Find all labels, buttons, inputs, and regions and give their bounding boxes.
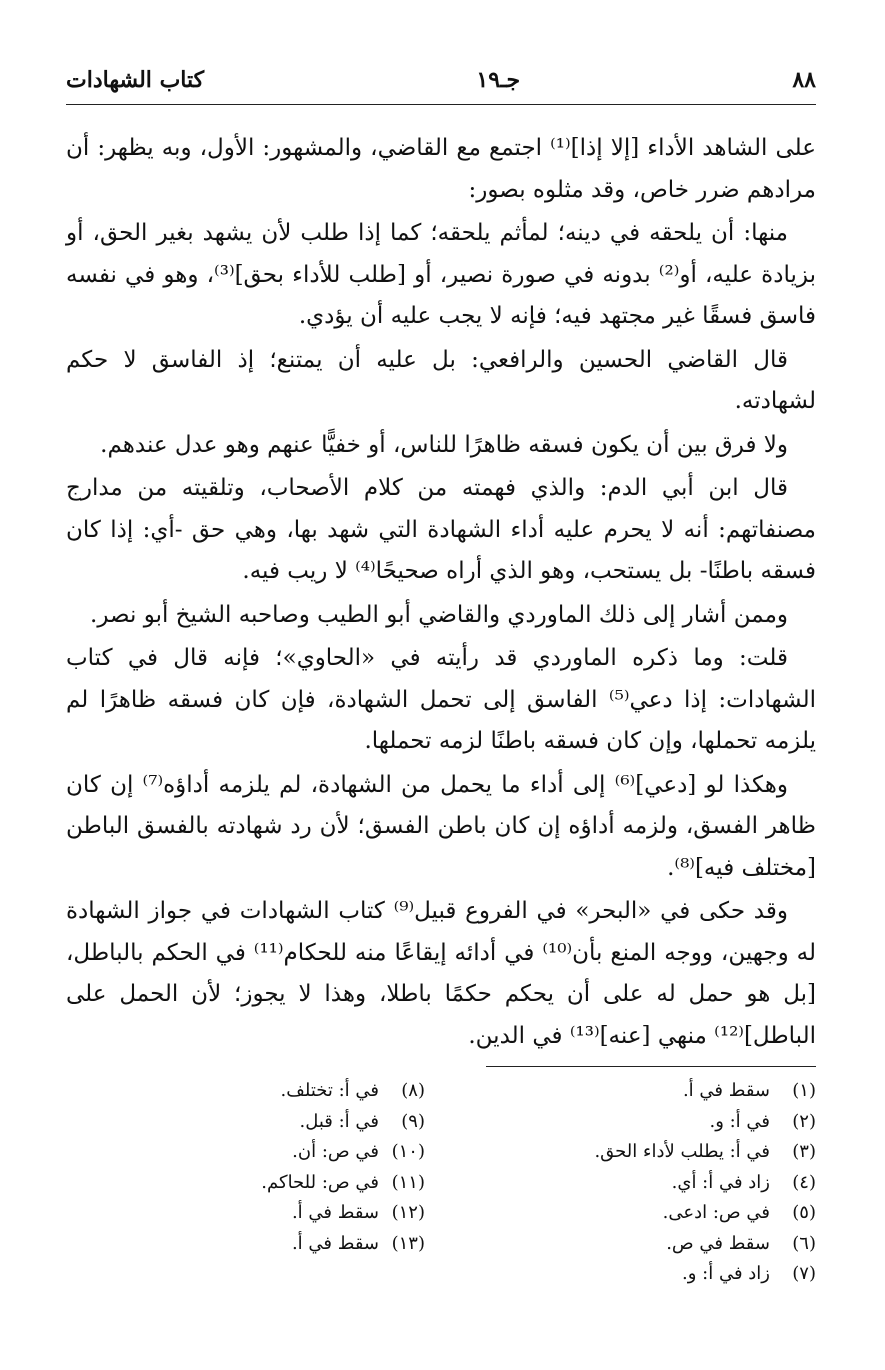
footnote-text: في أ: و. [709, 1110, 770, 1132]
footnote [486, 1107, 816, 1138]
footnote [486, 1076, 816, 1107]
footnotes-column-left [125, 1076, 425, 1259]
footnote [125, 1137, 425, 1168]
paragraph: منها: أن يلحقه في دينه؛ لمأثم يلحقه؛ كما إذا طلب لأن يشهد بغير الحق، أو بزيادة عليه، أو⁽²⁾ بدونه في صورة نصير، أو [طلب للأداء بحق]⁽³⁾، وهو في نفسه فاسق فسقًا غير مجتهد فيه؛ فإنه لا يجب عليه أن يؤدي. [66, 220, 816, 329]
footnote [125, 1076, 425, 1107]
paragraph: على الشاهد الأداء [إلا إذا]⁽¹⁾ اجتمع مع القاضي، والمشهور: الأول، وبه يظهر: أن مرادهم ضرر خاص، وقد مثلوه بصور: [66, 135, 816, 203]
footnote-text: سقط في أ. [682, 1080, 770, 1101]
paragraph: وقد حكى في «البحر» في الفروع قبيل⁽⁹⁾ كتاب الشهادات في جواز الشهادة له وجهين، ووجه المنع بأن⁽¹⁰⁾ في أدائه إيقاعًا منه للحكام⁽¹¹⁾ في الحكم بالباطل، [بل هو حمل له على أن يحكم حكمًا باطلا، وهذا لا يجوز؛ لأن الحمل على الباطل]⁽¹²⁾ منهي [عنه]⁽¹³⁾ في الدين. [66, 898, 817, 1049]
footnote-number: (١١) [391, 1171, 425, 1193]
footnote [486, 1259, 816, 1290]
footnote-number: (٩) [401, 1110, 425, 1132]
footnote [125, 1107, 425, 1138]
footnote [486, 1229, 816, 1260]
footnote-text: في ص: للحاكم. [261, 1171, 379, 1193]
paragraph: قلت: وما ذكره الماوردي قد رأيته في «الحاوي»؛ فإنه قال في كتاب الشهادات: إذا دعي⁽⁵⁾ الفاسق إلى تحمل الشهادة، فإن كان فسقه ظاهرًا لم يلزمه تحملها، وإن كان فسقه باطنًا لزمه تحملها. [66, 645, 816, 754]
footnote [486, 1168, 816, 1199]
chapter-title: كتاب الشهادات [66, 67, 205, 93]
footnote-number: (٧) [792, 1263, 816, 1284]
footnote-text: في ص: أن. [292, 1141, 379, 1162]
footnote-text: في ص: ادعى. [662, 1202, 770, 1223]
main-text [66, 128, 816, 1059]
footnote-text: زاد في أ: أي. [671, 1171, 770, 1193]
volume-label: جـ١٩ [476, 67, 521, 93]
footnote [486, 1137, 816, 1168]
footnotes-column-right [486, 1076, 816, 1290]
footnote-number: (٦) [792, 1232, 816, 1254]
footnote-number: (٢) [792, 1110, 816, 1132]
footnote-text: سقط في أ. [291, 1202, 379, 1223]
footnote-number: (١٠) [391, 1141, 425, 1162]
paragraph: قال ابن أبي الدم: والذي فهمته من كلام الأصحاب، وتلقيته من مدارج مصنفاتهم: أنه لا يحرم عليه أداء الشهادة التي شهد بها، وهي حق -أي: إذا كان فسقه باطنًا- بل يستحب، وهو الذي أراه صحيحًا⁽⁴⁾ لا ريب فيه. [66, 475, 816, 584]
footnote [125, 1198, 425, 1229]
footnote-text: سقط في ص. [666, 1232, 770, 1254]
footnote [125, 1168, 425, 1199]
paragraph: وهكذا لو [دعي]⁽⁶⁾ إلى أداء ما يحمل من الشهادة، لم يلزمه أداؤه⁽⁷⁾ إن كان ظاهر الفسق، ولزمه أداؤه إن كان باطن الفسق؛ لأن رد شهادته بالفسق الباطن [مختلف فيه]⁽⁸⁾. [66, 771, 816, 881]
footnote-text: في أ: يطلب لأداء الحق. [594, 1141, 770, 1162]
footnote-number: (٨) [401, 1080, 425, 1101]
footnote-text: سقط في أ. [291, 1232, 379, 1254]
footnote [125, 1229, 425, 1260]
footnote-number: (٥) [792, 1202, 816, 1223]
footnote-number: (٤) [792, 1171, 816, 1193]
paragraph: وممن أشار إلى ذلك الماوردي والقاضي أبو الطيب وصاحبه الشيخ أبو نصر. [90, 601, 788, 628]
footnote-number: (١٣) [391, 1232, 425, 1254]
footnote-text: في أ: تختلف. [280, 1080, 379, 1101]
footnote-number: (٣) [792, 1141, 816, 1162]
page-number: ٨٨ [792, 67, 816, 93]
paragraph: ولا فرق بين أن يكون فسقه ظاهرًا للناس، أو خفيًّا عنهم وهو عدل عندهم. [100, 431, 788, 458]
footnote-divider [486, 1066, 816, 1067]
footnote-number: (١٢) [391, 1202, 425, 1223]
page-header [66, 62, 816, 105]
paragraph: قال القاضي الحسين والرافعي: بل عليه أن يمتنع؛ إذ الفاسق لا حكم لشهادته. [66, 346, 816, 414]
footnote [486, 1198, 816, 1229]
footnote-text: زاد في أ: و. [682, 1263, 770, 1284]
footnote-number: (١) [792, 1080, 816, 1101]
footnote-text: في أ: قبل. [299, 1110, 379, 1132]
